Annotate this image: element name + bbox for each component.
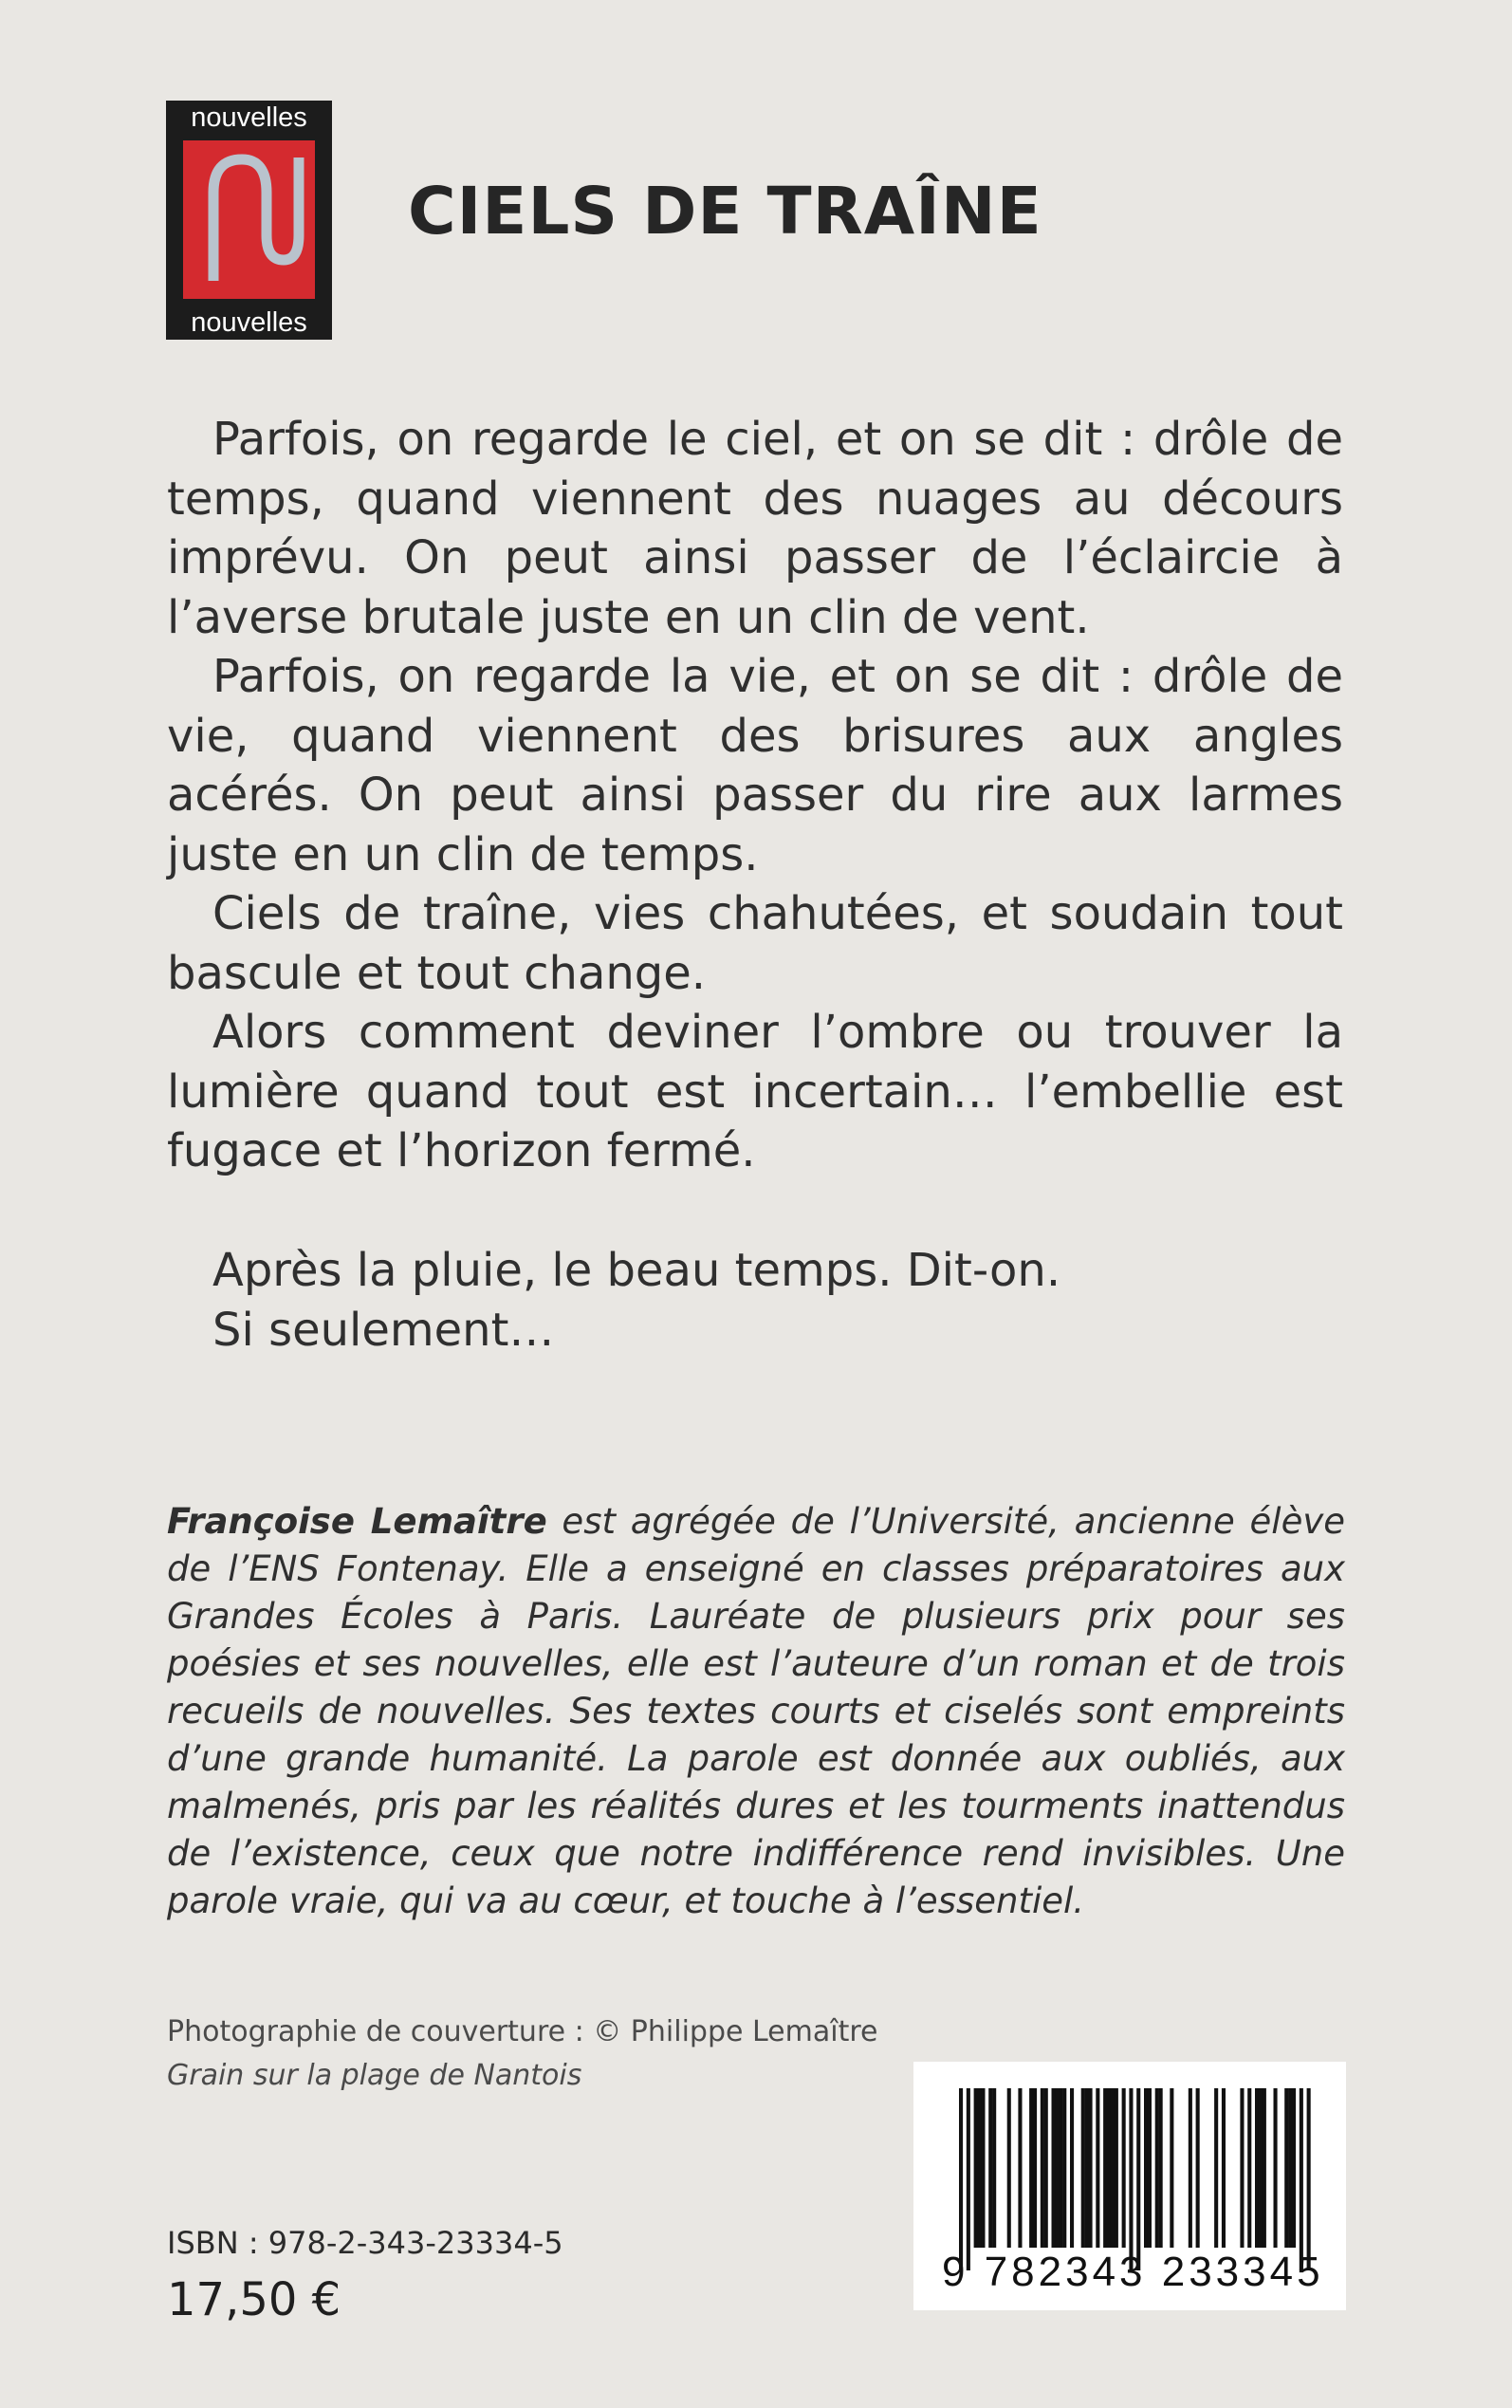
blurb-paragraph: Alors comment deviner l’ombre ou trouver la lumière quand tout est incertain… l’embellie est fugace et l’horizon fermé. xyxy=(167,1006,1343,1177)
barcode-bar xyxy=(1284,2088,1288,2248)
barcode-bar xyxy=(1247,2088,1251,2248)
barcode-bar xyxy=(1029,2088,1033,2248)
barcode-bar xyxy=(988,2088,992,2248)
barcode-bar xyxy=(1018,2088,1022,2248)
barcode-bar xyxy=(1159,2088,1163,2248)
barcode-bar xyxy=(1155,2088,1159,2248)
barcode-bar xyxy=(1070,2088,1074,2248)
barcode-bar xyxy=(959,2088,963,2270)
price: 17,50 € xyxy=(167,2273,341,2326)
barcode-bar xyxy=(1292,2088,1296,2248)
barcode-bar xyxy=(967,2088,970,2270)
barcode-bar xyxy=(1115,2088,1118,2248)
blurb-section-1 xyxy=(167,410,1343,884)
barcode-bar xyxy=(1307,2088,1311,2270)
barcode-bar xyxy=(1240,2088,1244,2248)
publisher-logo xyxy=(166,101,332,340)
author-bio-text: est agrégée de l’Université, ancienne élève de l’ENS Fontenay. Elle a enseigné en classes préparatoires aux Grandes Écoles à Paris. Lauréate de plusieurs prix pour ses poésies et ses nouvelles, elle est l’auteure d’un roman et de trois recueils de nouvelles. Ses textes courts et ciselés sont empreints d’une grande humanité. La parole est donnée aux oubliés, aux malmenés, pris par les réalités dures et les tourments inattendus de l’existence, ceux que notre indifférence rend invisibles. Une parole vraie, qui va au cœur, et touche à l’essentiel. xyxy=(167,1501,1346,1921)
book-title: CIELS DE TRAÎNE xyxy=(408,174,1042,250)
author-bio xyxy=(167,1498,1345,1925)
barcode-bar xyxy=(974,2088,978,2248)
barcode-bar xyxy=(1196,2088,1200,2248)
barcode-bar xyxy=(1081,2088,1085,2248)
barcode-bar xyxy=(1007,2088,1011,2248)
blurb-paragraph: Si seulement… xyxy=(212,1303,555,1357)
barcode-bar xyxy=(1055,2088,1059,2248)
barcode-bar xyxy=(1033,2088,1037,2248)
blurb-paragraph: Parfois, on regarde le ciel, et on se dit : drôle de temps, quand viennent des nuages au décours imprévu. On peut ainsi passer de l’éclaircie à l’averse brutale juste en un clin de vent. xyxy=(167,413,1343,644)
barcode-digits: 9 782343 233345 xyxy=(942,2249,1324,2295)
barcode-bar xyxy=(1096,2088,1099,2248)
author-name: Françoise Lemaître xyxy=(167,1501,547,1542)
barcode-bar xyxy=(1214,2088,1218,2248)
photo-credit: Photographie de couverture : © Philippe Lemaître xyxy=(167,2015,878,2048)
barcode-bar xyxy=(1222,2088,1226,2248)
barcode-bar xyxy=(1089,2088,1093,2248)
barcode-bar xyxy=(1111,2088,1115,2248)
barcode-bar xyxy=(1274,2088,1278,2248)
barcode-bar xyxy=(1085,2088,1089,2248)
barcode-bar xyxy=(1263,2088,1266,2248)
barcode-bar xyxy=(1288,2088,1292,2248)
barcode-bar xyxy=(978,2088,982,2248)
barcode-bar xyxy=(1107,2088,1111,2248)
blurb-paragraph: Parfois, on regarde la vie, et on se dit : drôle de vie, quand viennent des brisures aux angles acérés. On peut ainsi passer du rire aux larmes juste en un clin de temps. xyxy=(167,650,1343,881)
blurb-paragraph: Ciels de traîne, vies chahutées, et soudain tout bascule et tout change. xyxy=(167,887,1343,1000)
barcode-bar xyxy=(1103,2088,1107,2248)
barcode-bar xyxy=(1144,2088,1148,2248)
logo-bottom-word: nouvelles xyxy=(191,307,307,338)
photo-caption: Grain sur la plage de Nantois xyxy=(167,2059,582,2092)
barcode-bar xyxy=(1044,2088,1048,2248)
nu-monogram-icon xyxy=(183,140,315,299)
barcode-bar xyxy=(1300,2088,1303,2270)
barcode-bar xyxy=(1041,2088,1044,2248)
blurb-section-3 xyxy=(167,1241,1343,1360)
barcode-bar xyxy=(1148,2088,1152,2248)
isbn: ISBN : 978-2-343-23334-5 xyxy=(167,2225,563,2261)
barcode-bar xyxy=(981,2088,985,2248)
logo-red-panel xyxy=(183,140,315,299)
barcode-bar xyxy=(1259,2088,1263,2248)
blurb-section-2 xyxy=(167,884,1343,1181)
barcode-bar xyxy=(992,2088,996,2248)
barcode-bar xyxy=(1059,2088,1062,2248)
barcode-bar xyxy=(1136,2088,1140,2270)
barcode-bar xyxy=(1052,2088,1056,2248)
barcode-bar xyxy=(1129,2088,1133,2270)
barcode-bar xyxy=(1255,2088,1259,2248)
barcode-bar xyxy=(1170,2088,1173,2248)
logo-top-word: nouvelles xyxy=(191,102,307,133)
blurb-paragraph: Après la pluie, le beau temps. Dit-on. xyxy=(212,1244,1061,1297)
barcode-bar xyxy=(1122,2088,1126,2248)
barcode xyxy=(913,2062,1346,2310)
barcode-bar xyxy=(1062,2088,1066,2248)
barcode-bar xyxy=(1189,2088,1192,2248)
